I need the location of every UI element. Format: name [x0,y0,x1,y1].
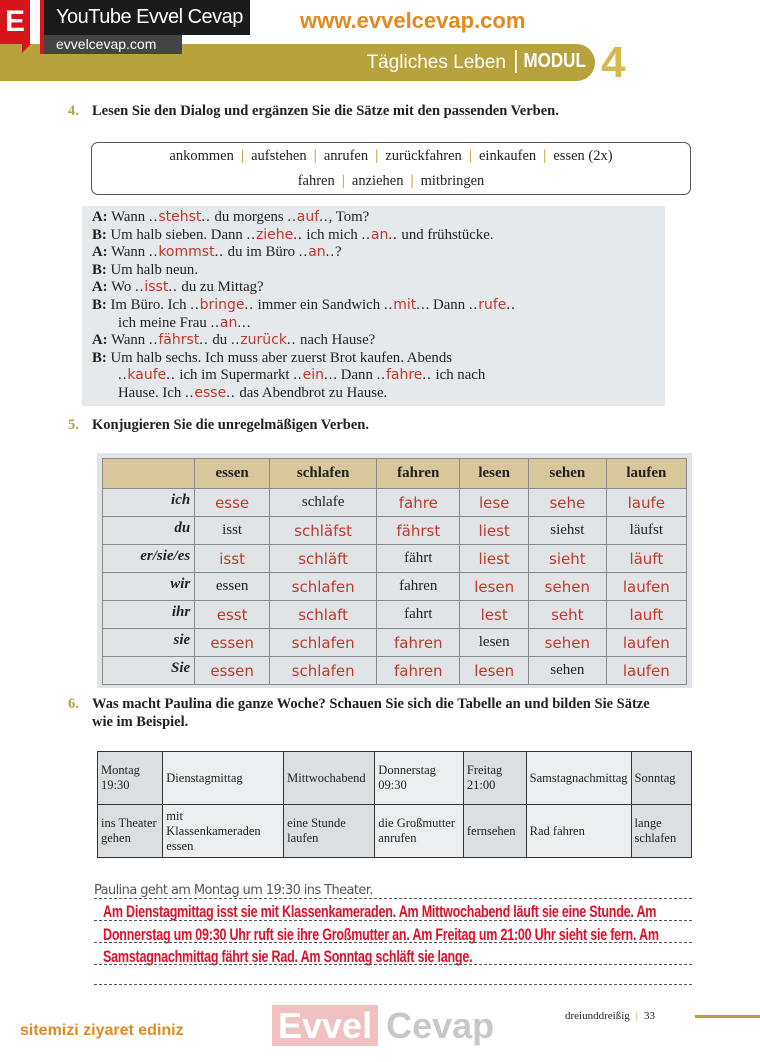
filled-answer-cell: lesen [460,573,529,601]
blank-dots: .. [361,226,371,243]
filled-answer-cell: schlafen [270,629,377,657]
page-number-word: dreiunddreißig [565,1010,630,1022]
filled-answer: esse [194,384,227,401]
separator: | [375,148,379,164]
exercise-number: 5. [68,417,79,433]
conjugation-table [97,453,692,688]
filled-answer: kaufe [127,367,167,384]
blank-dots: .. [298,244,309,261]
word-bank [91,142,691,195]
dialog-text: ich meine Frau [118,314,211,331]
filled-answer-cell: lesen [460,657,529,685]
day-cell: Montag 19:30 [98,752,163,805]
dialog-text: . [246,314,251,331]
page-number: 33 [643,1010,655,1022]
word-bank-item: mitbringen [420,173,485,189]
dialog-text: das Abendbrot zu Hause. [235,384,388,401]
table-row [103,517,687,545]
blank-dots: .. [246,226,256,243]
filled-answer: rufe [478,296,507,313]
column-header: lesen [460,459,529,489]
column-header: essen [195,459,270,489]
filled-answer: mit [393,296,417,313]
blank-dots: .. [148,332,159,349]
dialog-text: ich mich [302,226,362,243]
separator: | [341,173,345,189]
dialog-line [92,244,665,262]
pronoun-cell: ihr [103,601,195,629]
filled-answer: stehst [158,209,202,225]
dialog-text: . Dann [425,296,469,313]
given-cell: fährt [377,545,460,573]
answer-line [94,964,692,965]
filled-answer-cell: essen [195,657,270,685]
blank-dots: .. [293,226,303,243]
dialog-text: ? [335,244,342,261]
blank-dots: .. [214,244,224,261]
speaker-label: A: [92,332,108,349]
blank-dots: .. [148,244,159,261]
day-cell: Freitag 21:00 [463,752,526,805]
filled-answer-cell: sehe [529,489,607,517]
dialog-line [92,209,665,227]
table-row [103,545,687,573]
exercise-5-heading [68,417,369,434]
dialog-line [92,227,665,245]
table-row [103,489,687,517]
filled-answer-cell: fahre [377,489,460,517]
dialog-text: ich im Supermarkt [175,367,294,384]
blank-dots: .. [148,209,159,225]
dialog-box [82,206,665,406]
filled-answer: an [370,226,389,243]
blank-dots: .. [184,384,195,401]
filled-answer-cell: lauft [606,601,686,629]
blank-dots: .. [286,332,297,349]
table-row [103,629,687,657]
answer-text: Am Dienstagmittag isst sie mit Klassenkameraden. Am Mittwochabend läuft sie eine Stunde. Am [103,903,657,921]
filled-answer: isst [144,279,169,296]
column-header: laufen [606,459,686,489]
corner-cell [103,459,195,489]
blank-dots: .. [325,244,336,261]
activity-cell: mit Klassenkameraden essen [163,805,284,858]
given-cell: fahrt [377,601,460,629]
filled-answer: bringe [199,296,245,313]
filled-answer-cell: laufen [606,573,686,601]
blank-dots: .. [287,209,297,225]
word-bank-item: anrufen [323,148,369,164]
given-cell: fahren [377,573,460,601]
exercise-4-heading [68,103,559,120]
dialog-text: . Dann [333,367,377,384]
filled-answer-cell: schläft [270,545,377,573]
separator: | [240,148,245,164]
dialog-text: Wann [111,244,149,261]
filled-answer-cell: schlafen [270,657,377,685]
answer-line [94,942,692,943]
dialog-line [92,262,665,280]
answer-line [94,984,692,985]
dialog-text: immer ein Sandwich [253,296,384,313]
chapter-title: Tägliches Leben [366,52,506,73]
day-cell: Sonntag [631,752,691,805]
column-header: fahren [377,459,460,489]
watermark-slogan-text: sitemizi ziyaret ediniz [20,1022,184,1039]
pronoun-cell: du [103,517,195,545]
exercise-number: 6. [68,696,79,712]
blank-dots: .. [168,279,178,296]
pronoun-cell: ich [103,489,195,517]
speaker-label: A: [92,244,108,261]
filled-answer: zurück [240,332,287,349]
given-cell: isst [195,517,270,545]
speaker-label: B: [92,226,107,243]
filled-answer-cell: laufen [606,629,686,657]
blank-dots: .. [226,384,236,401]
given-cell: läufst [606,517,686,545]
separator: | [543,148,547,164]
word-bank-item: zurückfahren [385,148,462,164]
dialog-line [92,350,665,368]
blank-dots: .. [388,226,398,243]
word-bank-item: fahren [297,173,335,189]
blank-dots: .. [244,296,254,313]
day-cell: Dienstagmittag [163,752,284,805]
given-cell: siehst [529,517,607,545]
filled-answer-cell: lest [460,601,529,629]
filled-answer: an [219,314,238,331]
pronoun-cell: sie [103,629,195,657]
table-row [103,573,687,601]
exercise-instruction-cont: wie im Beispiel. [92,714,189,730]
separator: | [468,148,472,164]
example-sentence: Paulina geht am Montag um 19:30 ins Theater. [94,883,373,898]
filled-answer-cell: läuft [606,545,686,573]
filled-answer-cell: sehen [529,573,607,601]
blank-dots: .. [468,296,479,313]
exercise-instruction: Konjugieren Sie die unregelmäßigen Verben. [92,417,369,433]
exercise-6-heading [68,695,650,731]
dialog-text: Um halb neun. [110,261,199,278]
blank-dots: .. [230,332,241,349]
page-footer [565,1010,655,1022]
filled-answer-cell: fahren [377,657,460,685]
word-bank-item: ankommen [169,148,234,164]
blank-dots: .. [237,314,247,331]
weekly-schedule-table [97,751,692,858]
dialog-text: ich nach [431,367,486,384]
answer-text: Donnerstag um 09:30 Uhr ruft sie ihre Großmutter an. Am Freitag um 21:00 Uhr sieht sie fern. Am [103,926,659,944]
dialog-text: Wann [111,332,149,349]
answer-line [94,920,692,921]
blank-dots: .. [376,367,386,384]
dialog-text: Um halb sechs. Ich muss aber zuerst Brot kaufen. Abends [110,349,452,366]
filled-answer-cell: schlaft [270,601,377,629]
dialog-line [92,315,665,333]
activity-cell: fernsehen [463,805,526,858]
site-label: evvelcevap.com [40,35,182,54]
filled-answer-cell: fährst [377,517,460,545]
exercise-instruction: Was macht Paulina die ganze Woche? Schauen Sie sich die Tabelle an und bilden Sie Sätze [92,696,650,712]
pronoun-cell: Sie [103,657,195,685]
speaker-label: A: [92,209,108,225]
blank-dots: .. [210,314,220,331]
dialog-line [92,297,665,315]
filled-answer-cell: schläfst [270,517,377,545]
dialog-text: Wo [111,279,135,296]
watermark-part: Cevap [386,1005,495,1046]
given-cell: essen [195,573,270,601]
column-header: schlafen [270,459,377,489]
filled-answer: auf [296,209,320,225]
day-cell: Samstagnachmittag [526,752,631,805]
given-cell: lesen [460,629,529,657]
logo-icon: E [0,0,30,44]
dialog-line [92,367,665,385]
blank-dots: .. [383,296,394,313]
filled-answer-cell: seht [529,601,607,629]
activity-cell: die Großmutter anrufen [375,805,464,858]
answer-text: Samstagnachmittag fährt sie Rad. Am Sonntag schläft sie lange. [103,948,473,966]
modul-label: MODUL [515,50,586,73]
pronoun-cell: er/sie/es [103,545,195,573]
modul-number: 4 [601,38,626,87]
blank-dots: .. [118,367,128,384]
filled-answer-cell: lese [460,489,529,517]
filled-answer-cell: essen [195,629,270,657]
dialog-text: du zu Mittag? [177,279,264,296]
separator: | [410,173,414,189]
separator: | [313,148,317,164]
dialog-text: Um halb sieben. Dann [110,226,247,243]
speaker-label: B: [92,261,107,278]
speaker-label: B: [92,296,107,313]
table-row [103,657,687,685]
filled-answer-cell: liest [460,517,529,545]
exercise-number: 4. [68,103,79,119]
watermark-part: Evvel [272,1005,378,1046]
speaker-label: B: [92,349,107,366]
dialog-text: du [208,332,231,349]
dialog-line [92,332,665,350]
word-bank-item: anziehen [351,173,404,189]
filled-answer-cell: schlafen [270,573,377,601]
column-header: sehen [529,459,607,489]
word-bank-line [92,144,690,169]
dialog-text: und frühstücke. [397,226,494,243]
filled-answer-cell: esse [195,489,270,517]
dialog-text: Im Büro. Ich [110,296,191,313]
dialog-text: , Tom? [328,209,370,225]
filled-answer-cell: isst [195,545,270,573]
dialog-text: du morgens [210,209,288,225]
filled-answer: ein [302,367,324,384]
dialog-line [92,385,665,403]
blank-dots: .. [506,296,516,313]
filled-answer-cell: esst [195,601,270,629]
day-cell: Donnerstag 09:30 [375,752,464,805]
word-bank-item: einkaufen [479,148,537,164]
blank-dots: .. [134,279,145,296]
channel-label: YouTube Evvel Cevap [40,0,250,35]
watermark-site-text: www.evvelcevap.com [300,8,526,33]
filled-answer: ziehe [255,226,294,243]
dialog-text: Wann [111,209,149,225]
blank-dots: .. [190,296,200,313]
blank-dots: .. [293,367,303,384]
word-bank-item: essen (2x) [553,148,613,164]
word-bank-item: aufstehen [251,148,307,164]
dialog-text: nach Hause? [296,332,376,349]
blank-dots: .. [416,296,426,313]
activity-cell: lange schlafen [631,805,691,858]
activity-cell: Rad fahren [526,805,631,858]
blank-dots: .. [422,367,432,384]
filled-answer: kommst [158,244,215,261]
blank-dots: .. [199,332,209,349]
given-cell: sehen [529,657,607,685]
activity-cell: eine Stunde laufen [284,805,375,858]
filled-answer-cell: sehen [529,629,607,657]
exercise-instruction: Lesen Sie den Dialog und ergänzen Sie die Sätze mit den passenden Verben. [92,103,559,119]
dialog-line [92,279,665,297]
filled-answer-cell: fahren [377,629,460,657]
footer-rule [695,1015,760,1018]
filled-answer-cell: laufen [606,657,686,685]
activity-cell: ins Theater gehen [98,805,163,858]
blank-dots: .. [201,209,211,225]
pronoun-cell: wir [103,573,195,601]
dialog-text: du im Büro [223,244,299,261]
table-row [103,601,687,629]
filled-answer-cell: liest [460,545,529,573]
dialog-text: Hause. Ich [118,384,185,401]
filled-answer: fährst [158,332,200,349]
day-cell: Mittwochabend [284,752,375,805]
filled-answer: an [308,244,326,261]
blank-dots: .. [166,367,176,384]
given-cell: schlafe [270,489,377,517]
blank-dots: .. [319,209,329,225]
answer-line [94,898,692,899]
blank-dots: .. [324,367,334,384]
speaker-label: A: [92,279,108,296]
filled-answer: fahre [385,367,423,384]
filled-answer-cell: sieht [529,545,607,573]
footer-separator: | [635,1010,638,1022]
watermark-logo [272,1005,494,1047]
word-bank-line [92,169,690,194]
filled-answer-cell: laufe [606,489,686,517]
